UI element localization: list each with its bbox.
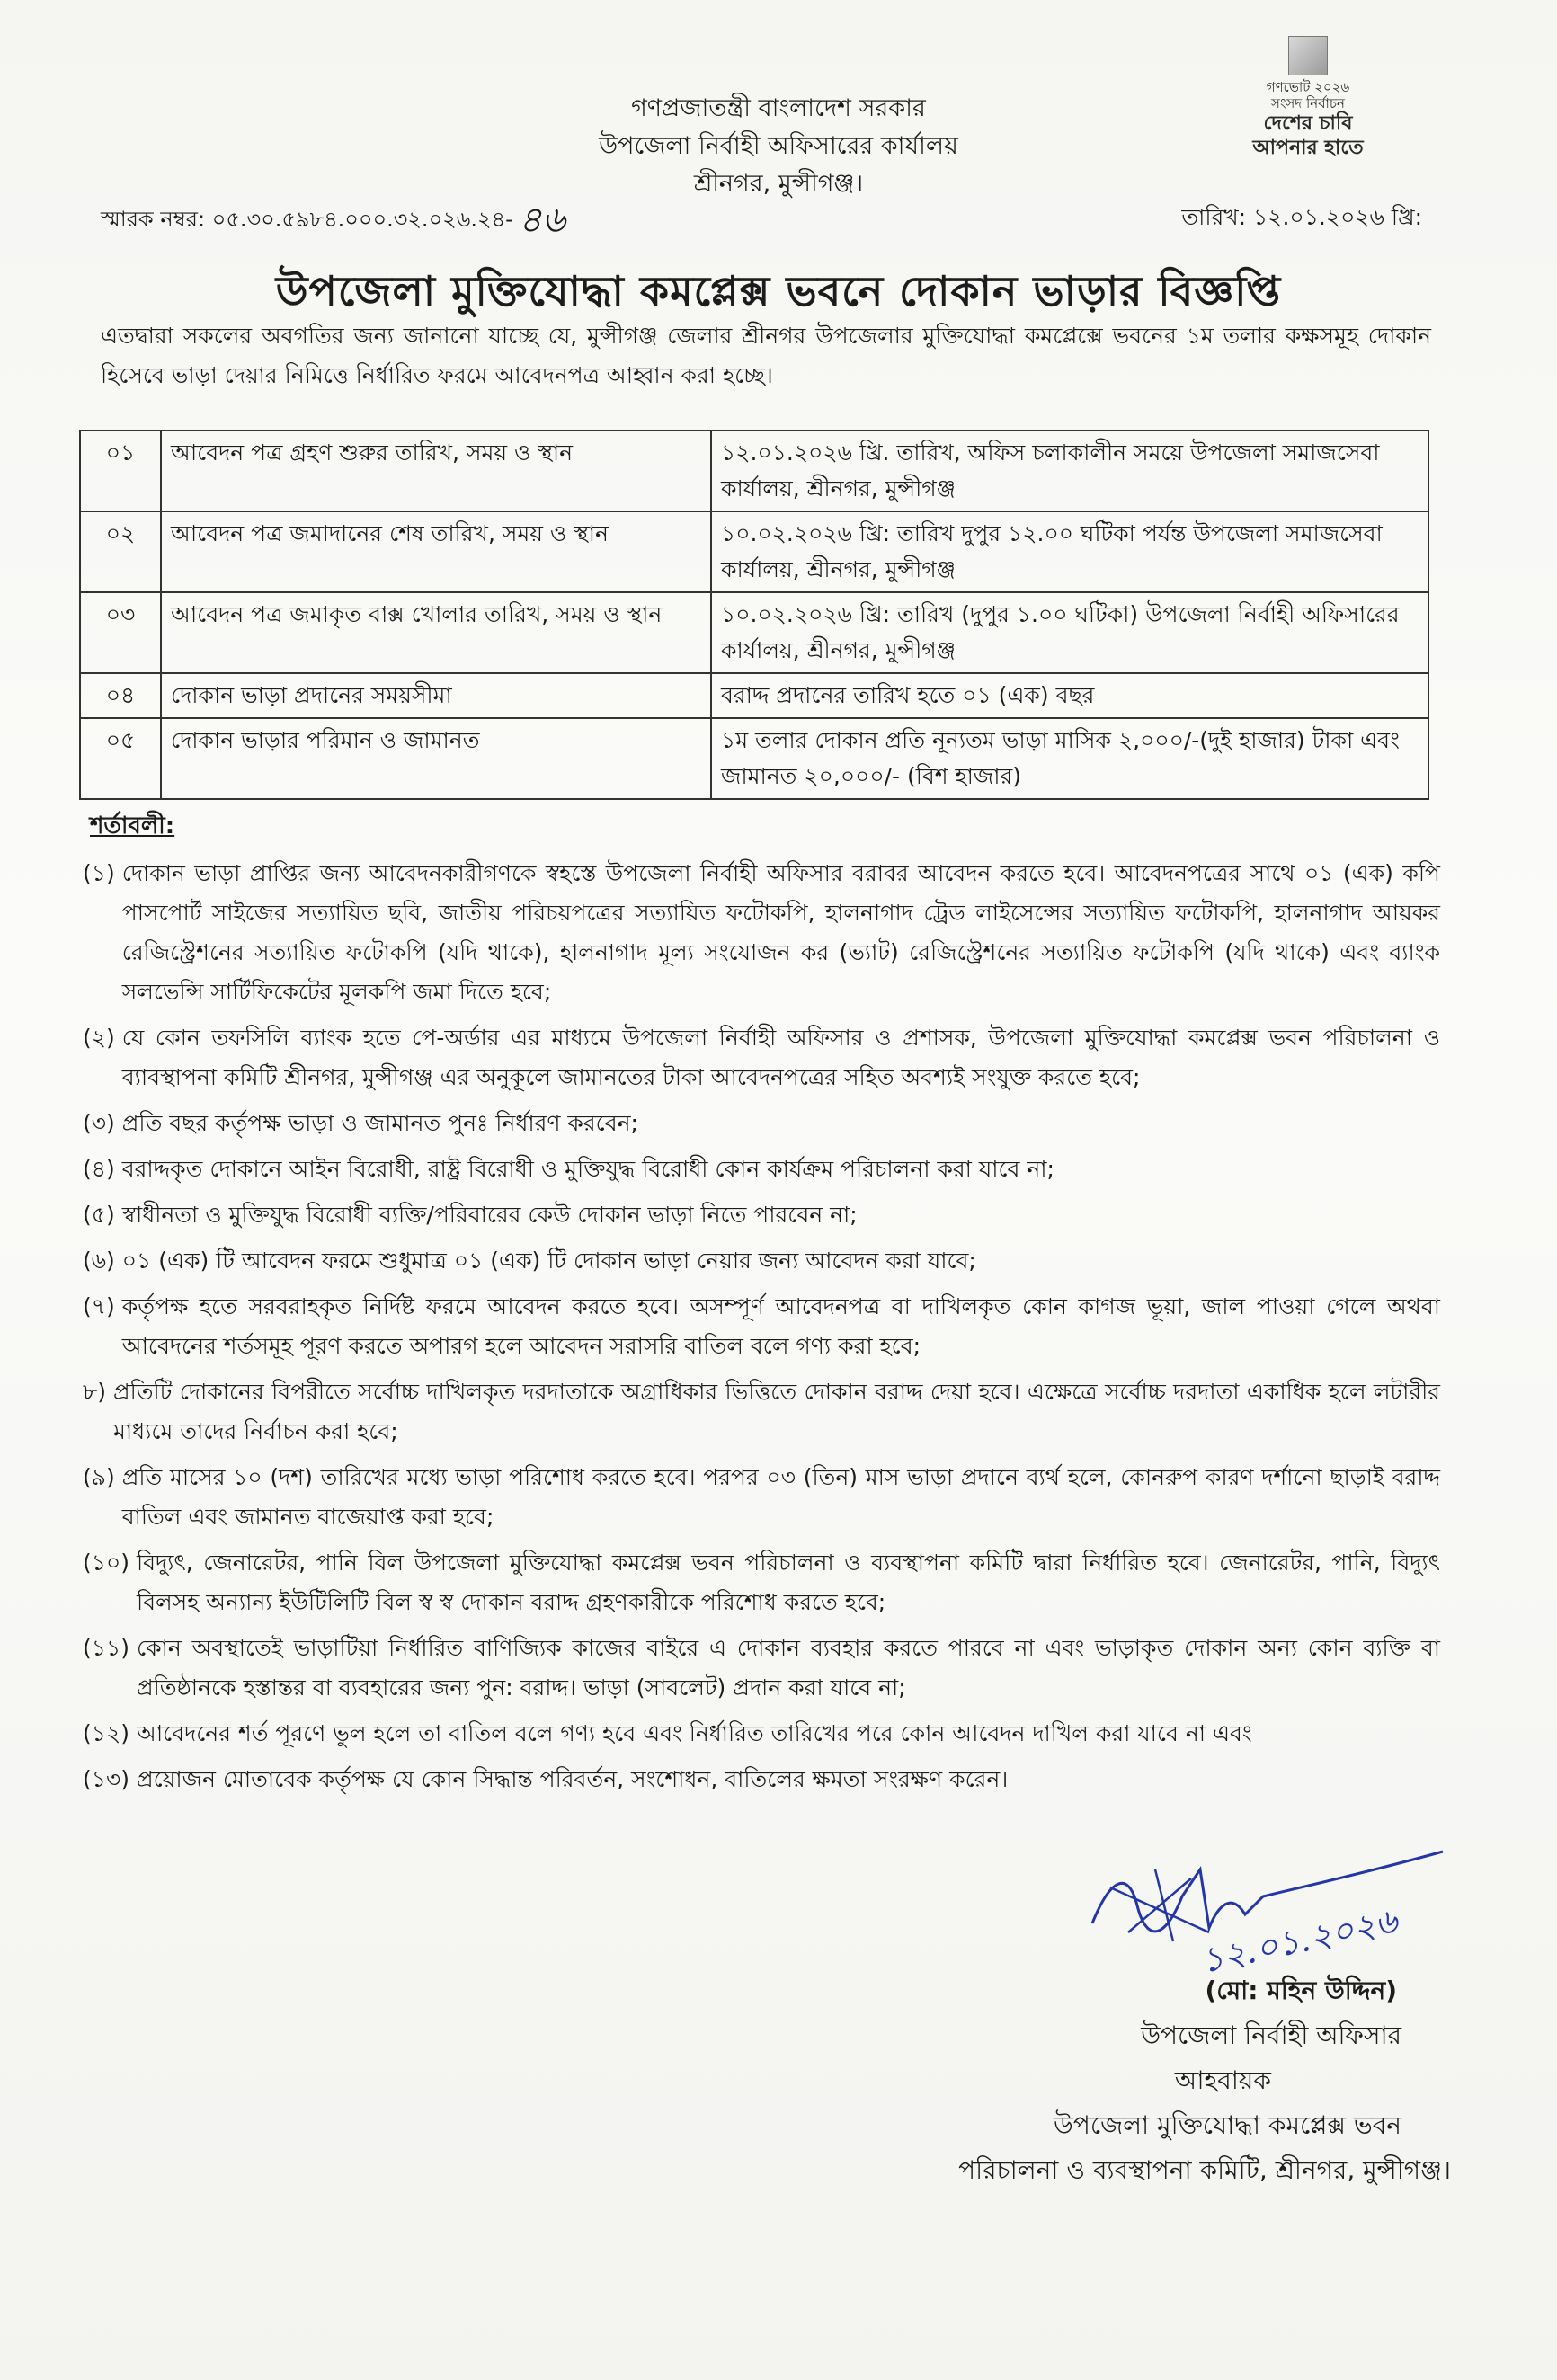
signatory-name: (মো: মহিন উদ্দিন) <box>1205 1976 1397 2005</box>
term-number: (১২) <box>83 1720 129 1746</box>
term-text: কোন অবস্থাতেই ভাড়াটিয়া নির্ধারিত বাণিজ্যিক কাজের বাইরে এ দোকান ব্যবহার করতে পারবে না এবং ভাড়াকৃত দোকান অন্য কোন ব্যক্তি বা প্রতিষ্ঠানকে হস্তান্তর বা ব্যবহারের জন্য পুন: বরাদ্দ। ভাড়া (সাবলেট) প্রদান করা যাবে না; <box>136 1635 1440 1701</box>
table-row <box>80 431 1428 511</box>
list-item <box>83 1714 1440 1754</box>
intro-paragraph: এতদ্বারা সকলের অবগতির জন্য জানানো যাচ্ছে যে, মুন্সীগঞ্জ জেলার শ্রীনগর উপজেলার মুক্তিযোদ্ধা কমপ্লেক্সে ভবনের ১ম তলার কক্ষসমূহ দোকান হিসেবে ভাড়া দেয়ার নিমিত্তে নির্ধারিত ফরমে আবেদনপত্র আহ্বান করা হচ্ছে। <box>101 323 1431 388</box>
term-number: (৯) <box>83 1464 115 1490</box>
logo-line-3: দেশের চাবি <box>1263 112 1353 135</box>
list-item <box>83 1195 1440 1235</box>
term-text: দোকান ভাড়া প্রাপ্তির জন্য আবেদনকারীগণকে স্বহস্তে উপজেলা নির্বাহী অফিসার বরাবর আবেদন করতে হবে। আবেদনপত্রের সাথে ০১ (এক) কপি পাসপোর্ট সাইজের সত্যায়িত ছবি, জাতীয় পরিচয়পত্রের সত্যায়িত ফটোকপি, হালনাগাদ ট্রেড লাইসেন্সের সত্যায়িত ফটোকপি, হালনাগাদ আয়কর রেজিস্ট্রেশনের সত্যায়িত ফটোকপি (যদি থাকে), হালনাগাদ মূল্য সংযোজন কর (ভ্যাট) রেজিস্ট্রেশনের সত্যায়িত ফটোকপি (যদি থাকে) এবং ব্যাংক সলভেন্সি সার্টিফিকেটের মূলকপি জমা দিতে হবে; <box>121 860 1440 1005</box>
schedule-detail: ১০.০২.২০২৬ খ্রি: তারিখ দুপুর ১২.০০ ঘটিকা পর্যন্ত উপজেলা সমাজসেবা কার্যালয়, শ্রীনগর, মুন্সীগঞ্জ <box>711 511 1428 592</box>
schedule-item: আবেদন পত্র গ্রহণ শুরুর তারিখ, সময় ও স্থান <box>161 431 711 511</box>
term-number: (১১) <box>83 1635 129 1661</box>
term-number: (১৩) <box>83 1766 129 1792</box>
schedule-item: আবেদন পত্র জমাকৃত বাক্স খোলার তারিখ, সময় ও স্থান <box>161 592 711 673</box>
term-text: যে কোন তফসিলি ব্যাংক হতে পে-অর্ডার এর মাধ্যমে উপজেলা নির্বাহী অফিসার ও প্রশাসক, উপজেলা মুক্তিযোদ্ধা কমপ্লেক্স ভবন পরিচালনা ও ব্যাবস্থাপনা কমিটি শ্রীনগর, মুন্সীগঞ্জ এর অনুকূলে জামানতের টাকা আবেদনপত্রের সহিত অবশ্যই সংযুক্ত করতে হবে; <box>121 1025 1440 1090</box>
term-text: স্বাধীনতা ও মুক্তিযুদ্ধ বিরোধী ব্যক্তি/পরিবারের কেউ দোকান ভাড়া নিতে পারবেন না; <box>121 1202 858 1228</box>
term-text: বিদ্যুৎ, জেনারেটর, পানি বিল উপজেলা মুক্তিযোদ্ধা কমপ্লেক্স ভবন পরিচালনা ও ব্যবস্থাপনা কমিটি দ্বারা নির্ধারিত হবে। জেনারেটর, পানি, বিদ্যুৎ বিলসহ অন্যান্য ইউটিলিটি বিল স্ব স্ব দোকান বরাদ্দ গ্রহণকারীকে পরিশোধ করতে হবে; <box>136 1550 1440 1615</box>
list-item <box>83 1372 1440 1452</box>
term-number: (১) <box>83 860 115 886</box>
notice-date: তারিখ: ১২.০১.২০২৬ খ্রি: <box>1181 204 1422 230</box>
term-text: ০১ (এক) টি আবেদন ফরমে শুধুমাত্র ০১ (এক) টি দোকান ভাড়া নেয়ার জন্য আবেদন করা যাবে; <box>121 1248 976 1274</box>
memo-number <box>101 186 565 246</box>
schedule-detail: ১০.০২.২০২৬ খ্রি: তারিখ (দুপুর ১.০০ ঘটিকা) উপজেলা নির্বাহী অফিসারের কার্যালয়, শ্রীনগর, মুন্সীগঞ্জ <box>711 592 1428 673</box>
list-item <box>83 1241 1440 1281</box>
memo-number-text: স্মারক নম্বর: ০৫.৩০.৫৯৮৪.০০০.৩২.০২৬.২৪- <box>101 207 513 232</box>
list-item <box>83 1458 1440 1537</box>
signatory-block <box>958 1968 1451 2193</box>
terms-list <box>83 854 1440 1806</box>
term-text: প্রতিটি দোকানের বিপরীতে সর্বোচ্চ দাখিলকৃত দরদাতাকে অগ্রাধিকার ভিত্তিতে দোকান বরাদ্দ দেয়া হবে। এক্ষেত্রে সর্বোচ্চ দরদাতা একাধিক হলে লটারীর মাধ্যমে তাদের নির্বাচন করা হবে; <box>112 1379 1440 1444</box>
term-number: (৭) <box>83 1293 115 1319</box>
terms-heading: শর্তাবলী: <box>90 813 175 839</box>
term-text: কর্তৃপক্ষ হতে সরবরাহকৃত নির্দিষ্ট ফরমে আবেদন করতে হবে। অসম্পূর্ণ আবেদনপত্র বা দাখিলকৃত কোন কাগজ ভূয়া, জাল পাওয়া গেলে অথবা আবেদনের শর্তসমূহ পূরণ করতে অপারগ হলে আবেদন সরাসরি বাতিল বলে গণ্য করা হবে; <box>121 1293 1440 1359</box>
list-item <box>83 1760 1440 1799</box>
term-text: আবেদনের শর্ত পূরণে ভুল হলে তা বাতিল বলে গণ্য হবে এবং নির্ধারিত তারিখের পরে কোন আবেদন দাখিল করা যাবে না এবং <box>136 1720 1252 1746</box>
header-line-2: উপজেলা নির্বাহী অফিসারের কার্যালয় <box>599 132 958 160</box>
signatory-role: আহবায়ক <box>1174 2065 1271 2095</box>
notice-title: উপজেলা মুক্তিযোদ্ধা কমপ্লেক্স ভবনে দোকান ভাড়ার বিজ্ঞপ্তি <box>275 267 1282 315</box>
term-number: (৪) <box>83 1156 115 1182</box>
schedule-no: ০২ <box>80 511 161 592</box>
schedule-item: দোকান ভাড়ার পরিমান ও জামানত <box>161 718 711 799</box>
schedule-detail: ১ম তলার দোকান প্রতি নূন্যতম ভাড়া মাসিক ২,০০০/-(দুই হাজার) টাকা এবং জামানত ২০,০০০/- (বিশ হাজার) <box>711 718 1428 799</box>
schedule-detail: ১২.০১.২০২৬ খ্রি. তারিখ, অফিস চলাকালীন সময়ে উপজেলা সমাজসেবা কার্যালয়, শ্রীনগর, মুন্সীগঞ্জ <box>711 431 1428 511</box>
table-row <box>80 718 1428 799</box>
list-item <box>83 1629 1440 1708</box>
schedule-item: আবেদন পত্র জমাদানের শেষ তারিখ, সময় ও স্থান <box>161 511 711 592</box>
list-item <box>83 1018 1440 1097</box>
term-number: (১০) <box>83 1550 129 1576</box>
term-number: (২) <box>83 1025 115 1051</box>
ballot-box-icon <box>1288 36 1328 75</box>
memo-handwritten-number: ৪৬ <box>518 200 565 241</box>
schedule-no: ০৩ <box>80 592 161 673</box>
schedule-table <box>79 430 1429 800</box>
logo-line-1: গণভোট ২০২৬ <box>1266 79 1350 95</box>
list-item <box>83 1150 1440 1189</box>
signatory-org-2: পরিচালনা ও ব্যবস্থাপনা কমিটি, শ্রীনগর, মুন্সীগঞ্জ। <box>958 2155 1451 2185</box>
logo-line-2: সংসদ নির্বাচন <box>1271 95 1345 111</box>
signatory-org-1: উপজেলা মুক্তিযোদ্ধা কমপ্লেক্স ভবন <box>1054 2110 1401 2140</box>
term-number: ৮) <box>83 1379 106 1405</box>
term-text: প্রতি বছর কর্তৃপক্ষ ভাড়া ও জামানত পুনঃ নির্ধারণ করবেন; <box>121 1110 638 1136</box>
schedule-no: ০৫ <box>80 718 161 799</box>
logo-line-4: আপনার হাতে <box>1252 137 1364 159</box>
list-item <box>83 1543 1440 1622</box>
signatory-designation: উপজেলা নির্বাহী অফিসার <box>1141 2020 1401 2050</box>
header-line-3: শ্রীনগর, মুন্সীগঞ্জ। <box>693 170 864 198</box>
header-line-1: গণপ্রজাতন্ত্রী বাংলাদেশ সরকার <box>631 94 926 122</box>
schedule-item: দোকান ভাড়া প্রদানের সময়সীমা <box>161 673 711 718</box>
term-number: (৫) <box>83 1202 115 1228</box>
signature-date: ১২.০১.২০২৬ <box>1197 1900 1401 1981</box>
schedule-no: ০১ <box>80 431 161 511</box>
table-row <box>80 592 1428 673</box>
table-row <box>80 673 1428 718</box>
list-item <box>83 854 1440 1012</box>
term-text: বরাদ্দকৃত দোকানে আইন বিরোধী, রাষ্ট্র বিরোধী ও মুক্তিযুদ্ধ বিরোধী কোন কার্যক্রম পরিচালনা করা যাবে না; <box>121 1156 1054 1182</box>
term-text: প্রয়োজন মোতাবেক কর্তৃপক্ষ যে কোন সিদ্ধান্ত পরিবর্তন, সংশোধন, বাতিলের ক্ষমতা সংরক্ষণ করেন। <box>136 1766 1009 1792</box>
schedule-detail: বরাদ্দ প্রদানের তারিখ হতে ০১ (এক) বছর <box>711 673 1428 718</box>
schedule-no: ০৪ <box>80 673 161 718</box>
term-number: (৩) <box>83 1110 115 1136</box>
list-item <box>83 1287 1440 1366</box>
term-text: প্রতি মাসের ১০ (দশ) তারিখের মধ্যে ভাড়া পরিশোধ করতে হবে। পরপর ০৩ (তিন) মাস ভাড়া প্রদানে ব্যর্থ হলে, কোনরুপ কারণ দর্শানো ছাড়াই বরাদ্দ বাতিল এবং জামানত বাজেয়াপ্ত করা হবে; <box>121 1464 1440 1530</box>
term-number: (৬) <box>83 1248 115 1274</box>
table-row <box>80 511 1428 592</box>
list-item <box>83 1104 1440 1143</box>
